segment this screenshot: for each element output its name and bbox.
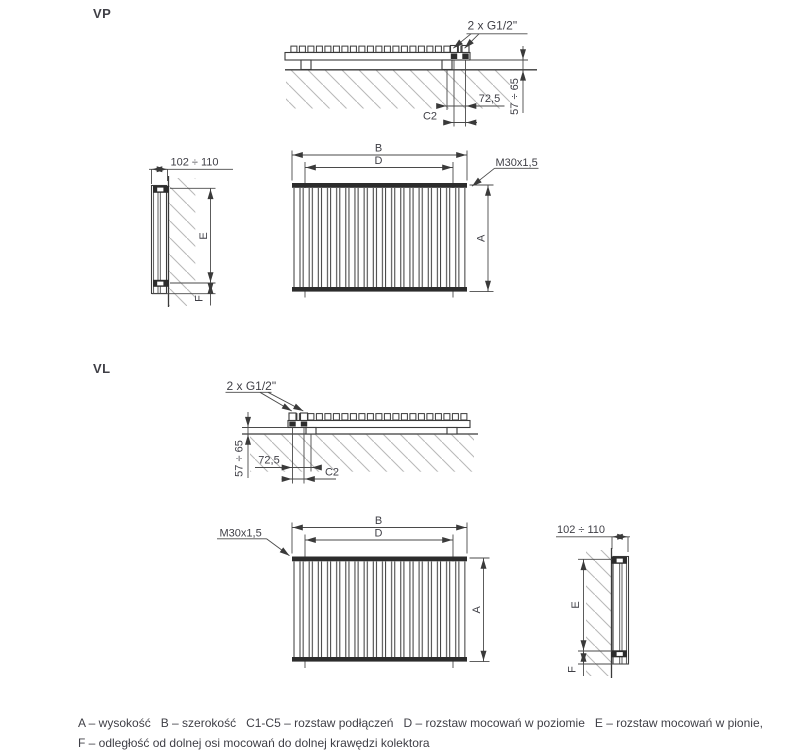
vl-thread-size-label: M30x1,5 bbox=[219, 527, 262, 540]
vl-offset-dim-label: 72,5 bbox=[258, 454, 280, 467]
vp-top-view bbox=[285, 19, 537, 127]
vp-connection-nipple-2 bbox=[462, 46, 469, 53]
vl-top-collector-bar bbox=[288, 421, 470, 428]
vl-vertical-mount-dim-label: E bbox=[569, 601, 582, 609]
vl-wall-distance-dim-label: 57 ÷ 65 bbox=[233, 440, 246, 477]
vl-bottom-collector bbox=[292, 657, 467, 662]
vl-connection-nipple-1 bbox=[289, 413, 296, 421]
vp-front-view bbox=[292, 143, 539, 298]
vp-width-dim-label: B bbox=[374, 142, 383, 155]
vl-front-view bbox=[217, 515, 490, 668]
vl-radiator-tubes bbox=[293, 562, 467, 658]
vp-wall-distance-dim-label: 57 ÷ 65 bbox=[508, 78, 521, 115]
vp-top-tube-row bbox=[290, 46, 468, 53]
vp-vertical-mount-dim-label: E bbox=[197, 232, 210, 240]
vp-connection-mark-1 bbox=[451, 54, 457, 60]
vp-mount-spacing-dim-label: D bbox=[374, 155, 383, 167]
vl-top-wall-hatch bbox=[250, 435, 474, 472]
vl-depth-dimension bbox=[556, 524, 630, 552]
vl-connection-callout bbox=[226, 379, 304, 411]
vp-side-wall-hatch bbox=[169, 178, 195, 306]
vl-width-dim-label: B bbox=[374, 515, 383, 527]
vp-depth-dim-label: 102 ÷ 110 bbox=[170, 156, 219, 169]
vl-side-wall-hatch bbox=[586, 550, 611, 676]
vp-bottom-offset-dim-label: F bbox=[193, 295, 206, 302]
vp-c2-dim-label: C2 bbox=[422, 110, 438, 123]
vl-top-collector bbox=[292, 557, 467, 562]
vl-c2-dim-label: C2 bbox=[324, 466, 340, 479]
vl-side-view bbox=[556, 524, 630, 678]
vp-side-radiator-profile bbox=[152, 186, 170, 294]
vp-bottom-collector bbox=[292, 287, 467, 292]
vl-wall-distance-dimension bbox=[233, 412, 248, 478]
vp-connection-callout bbox=[453, 19, 527, 49]
vp-connection-mark-2 bbox=[462, 54, 468, 60]
vl-top-tube-row bbox=[290, 413, 468, 421]
vl-a-dimension bbox=[470, 558, 490, 662]
vp-thread-callout bbox=[472, 157, 539, 186]
vp-a-dimension bbox=[470, 185, 494, 292]
vl-section-label: VL bbox=[93, 361, 111, 376]
vp-wall-distance-dimension bbox=[509, 46, 523, 115]
legend-line-1: A – wysokość B – szerokość C1-C5 – rozstaw podłączeń D – rozstaw mocowań w poziomie E – rozstaw mocowań w pionie, bbox=[78, 716, 763, 730]
vp-radiator-tubes bbox=[293, 188, 467, 287]
vp-d-dimension bbox=[305, 155, 453, 168]
vp-height-dim-label: A bbox=[475, 234, 488, 242]
vl-height-dim-label: A bbox=[470, 606, 483, 614]
vl-top-view bbox=[226, 379, 479, 484]
vp-top-bracket-left bbox=[301, 60, 311, 70]
vl-side-radiator-profile bbox=[611, 557, 629, 665]
vl-connection-mark-2 bbox=[301, 422, 307, 427]
vp-top-collector-bar bbox=[285, 53, 470, 61]
vp-section-label: VP bbox=[93, 6, 112, 21]
vp-thread-size-label: M30x1,5 bbox=[495, 157, 538, 169]
vl-connection-size-label: 2 x G1/2" bbox=[226, 379, 277, 393]
vl-d-dimension bbox=[305, 528, 453, 541]
vp-top-collector bbox=[292, 183, 467, 188]
vl-connection-mark-1 bbox=[289, 422, 295, 427]
legend-line-2: F – odległość od dolnej osi mocowań do dolnej krawędzi kolektora bbox=[78, 736, 430, 750]
vp-c2-dimension bbox=[423, 111, 477, 123]
vl-connection-nipple-2 bbox=[301, 413, 308, 421]
vl-bottom-offset-dim-label: F bbox=[566, 666, 579, 673]
vl-top-bracket-right bbox=[447, 428, 457, 435]
vl-mount-spacing-dim-label: D bbox=[374, 527, 383, 540]
vp-top-bracket-right bbox=[442, 60, 452, 70]
vp-radiator-body bbox=[292, 183, 467, 292]
vl-top-bracket-left bbox=[306, 428, 316, 435]
vl-thread-callout bbox=[217, 528, 290, 556]
vp-connection-size-label: 2 x G1/2" bbox=[467, 18, 518, 33]
vl-depth-dim-label: 102 ÷ 110 bbox=[557, 524, 606, 536]
vp-offset-dim-label: 72,5 bbox=[478, 93, 501, 105]
vp-connection-nipple-1 bbox=[451, 46, 458, 53]
vp-side-view bbox=[149, 157, 233, 308]
vl-radiator-body bbox=[292, 557, 467, 662]
